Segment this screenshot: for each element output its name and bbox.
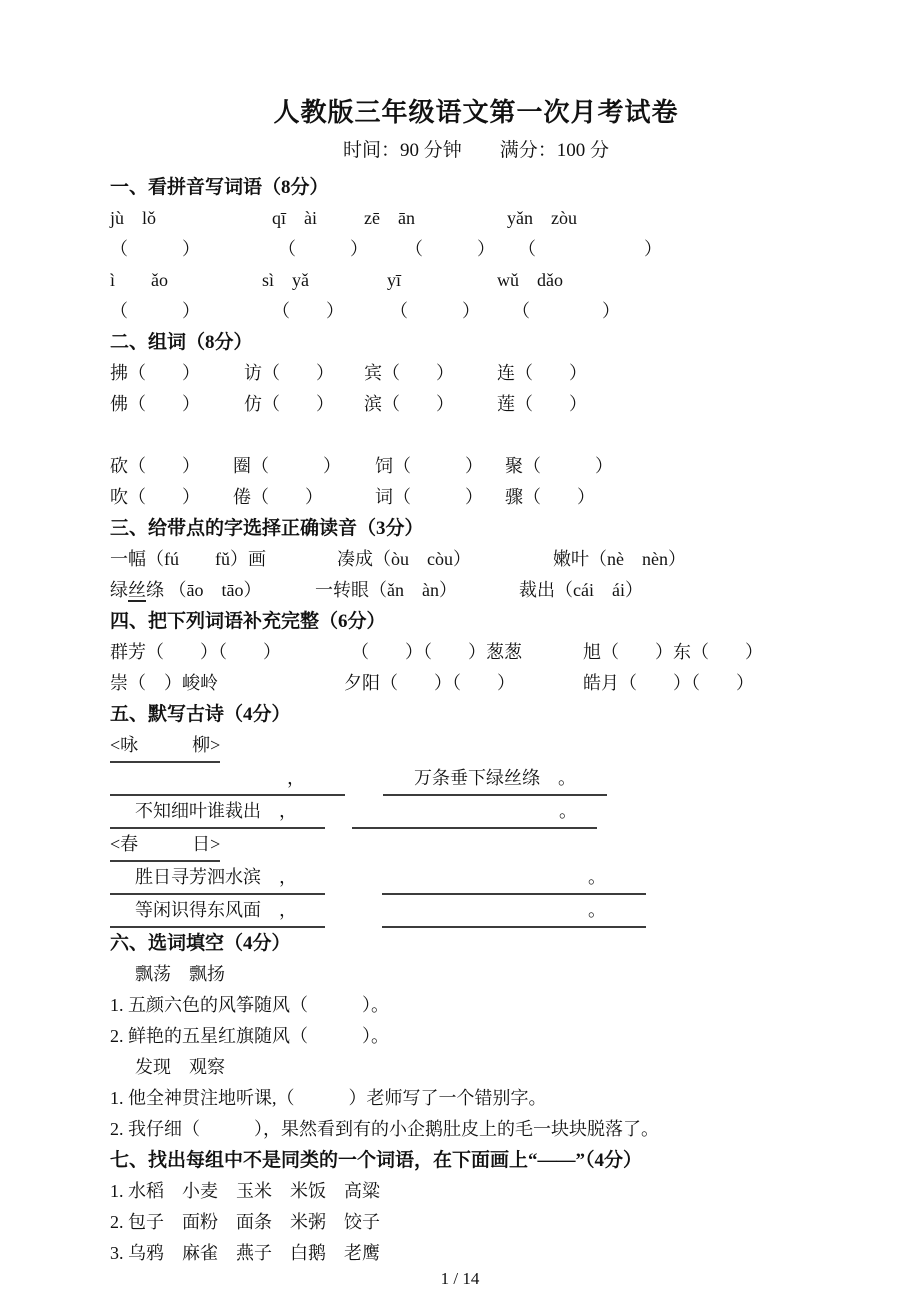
pronunciation-item: 嫩叶（nè nèn） — [553, 549, 686, 569]
pinyin-item: jù lǒ — [110, 208, 157, 228]
pinyin-item: yǎn zòu — [507, 208, 577, 228]
word-form-item: 聚（ ） — [505, 456, 613, 476]
poem-blank-line: ， — [110, 763, 345, 796]
word-form-item: 莲（ ） — [497, 394, 587, 414]
answer-bracket: （ ） — [512, 301, 620, 321]
word-form-item: 圈（ ） — [233, 456, 341, 476]
pinyin-item: yī — [387, 270, 402, 290]
answer-brackets-row-2 — [110, 296, 842, 327]
answer-bracket: （ ） — [278, 239, 368, 259]
poem-given-line: 万条垂下绿丝绦 。 — [383, 763, 607, 796]
word-form-item: 宾（ ） — [364, 363, 454, 383]
fill-item-2: 2. 鲜艳的五星红旗随风（ ）。 — [110, 1026, 389, 1046]
idiom-item: 崇（ ）峻岭 — [110, 673, 218, 693]
answer-bracket: （ ） — [110, 239, 200, 259]
word-form-item: 砍（ ） — [110, 456, 200, 476]
word-form-item: 吹（ ） — [110, 487, 200, 507]
poem2-line-2 — [110, 895, 842, 928]
poem-blank-line: 。 — [382, 895, 646, 928]
odd-word-item-1: 1. 水稻 小麦 玉米 米饭 高粱 — [110, 1181, 380, 1201]
answer-bracket: （ ） — [110, 301, 200, 321]
word-form-item: 滨（ ） — [364, 394, 454, 414]
idiom-item: （ ）（ ）葱葱 — [351, 642, 522, 662]
idiom-item: 夕阳（ ）（ ） — [344, 673, 515, 693]
word-options-2: 发现 观察 — [135, 1057, 225, 1077]
dotted-character: 丝 — [128, 580, 146, 600]
section1-heading: 一、看拼音写词语（8分） — [110, 177, 329, 198]
poem1-title: <咏 柳> — [110, 730, 220, 763]
section5-heading: 五、默写古诗（4分） — [110, 704, 291, 725]
section6-heading: 六、选词填空（4分） — [110, 933, 291, 954]
page-title: 人教版三年级语文第一次月考试卷 — [273, 98, 679, 127]
word-form-item: 连（ ） — [497, 363, 587, 383]
word-form-item: 访（ ） — [244, 363, 334, 383]
idiom-item: 旭（ ）东（ ） — [583, 642, 763, 662]
pinyin-item: ì ǎo — [110, 270, 168, 290]
pronunciation-row-2 — [110, 575, 842, 606]
idiom-row-1 — [110, 637, 842, 668]
section3-heading: 三、给带点的字选择正确读音（3分） — [110, 518, 424, 539]
word-form-item: 佛（ ） — [110, 394, 200, 414]
poem1-line-2 — [110, 796, 842, 829]
word-form-row-3 — [110, 451, 842, 482]
pinyin-item: sì yǎ — [262, 270, 309, 290]
word-part: 绿 — [110, 580, 128, 600]
section4-heading: 四、把下列词语补充完整（6分） — [110, 611, 386, 632]
pronunciation-item: 凑成（òu còu） — [337, 549, 471, 569]
answer-brackets-row-1 — [110, 234, 842, 265]
fill-item-3: 1. 他全神贯注地听课,（ ）老师写了一个错别字。 — [110, 1088, 547, 1108]
poem-given-line: 不知细叶谁裁出 ， — [110, 796, 325, 829]
pronunciation-item: 一转眼（ǎn àn） — [315, 580, 457, 600]
pinyin-row-1 — [110, 203, 842, 234]
fill-item-1: 1. 五颜六色的风筝随风（ ）。 — [110, 995, 389, 1015]
pronunciation-item: 裁出（cái ái） — [519, 580, 643, 600]
poem2-title: <春 日> — [110, 829, 220, 862]
section7-heading: 七、找出每组中不是同类的一个词语，在下面画上“——”（4分） — [110, 1150, 643, 1171]
word-form-item: 骤（ ） — [505, 487, 595, 507]
idiom-item: 皓月（ ）（ ） — [583, 673, 754, 693]
pronunciation-item — [110, 575, 315, 606]
poem-blank-line: 。 — [352, 796, 597, 829]
word-form-item: 仿（ ） — [244, 394, 334, 414]
word-options-1: 飘荡 飘扬 — [135, 964, 225, 984]
pinyin-row-2 — [110, 265, 842, 296]
poem2-line-1 — [110, 862, 842, 895]
poem-blank-line: 。 — [382, 862, 646, 895]
word-form-item: 词（ ） — [375, 487, 483, 507]
pronunciation-item: 一幅（fú fǔ）画 — [110, 549, 266, 569]
pronunciation-row-1 — [110, 544, 842, 575]
odd-word-item-3: 3. 乌鸦 麻雀 燕子 白鹅 老鹰 — [110, 1243, 380, 1263]
word-form-item: 拂（ ） — [110, 363, 200, 383]
word-form-row-4 — [110, 482, 842, 513]
poem1-line-1 — [110, 763, 842, 796]
word-form-row-1 — [110, 358, 842, 389]
pinyin-item: qī ài — [272, 208, 317, 228]
page-number: 1 / 14 — [440, 1269, 480, 1288]
poem-given-line: 胜日寻芳泗水滨 ， — [110, 862, 325, 895]
answer-bracket: （ ） — [390, 301, 480, 321]
answer-bracket: （ ） — [405, 239, 495, 259]
exam-meta: 时间：90 分钟 满分：100 分 — [342, 140, 609, 161]
word-form-item: 倦（ ） — [233, 487, 323, 507]
odd-word-item-2: 2. 包子 面粉 面条 米粥 饺子 — [110, 1212, 380, 1232]
poem2-title-row — [110, 829, 842, 862]
pinyin-item: wǔ dǎo — [497, 270, 563, 290]
answer-bracket: （ ） — [272, 301, 344, 321]
poem1-title-row — [110, 730, 842, 763]
idiom-item: 群芳（ ）（ ） — [110, 642, 281, 662]
answer-bracket: （ ） — [518, 239, 662, 259]
pinyin-item: zē ān — [364, 208, 415, 228]
idiom-row-2 — [110, 668, 842, 699]
word-form-row-2 — [110, 389, 842, 420]
section2-heading: 二、组词（8分） — [110, 332, 253, 353]
word-part: 绦 （āo tāo） — [146, 580, 262, 600]
word-form-item: 饲（ ） — [375, 456, 483, 476]
poem-given-line: 等闲识得东风面 ， — [110, 895, 325, 928]
fill-item-4: 2. 我仔细（ ），果然看到有的小企鹅肚皮上的毛一块块脱落了。 — [110, 1119, 659, 1139]
